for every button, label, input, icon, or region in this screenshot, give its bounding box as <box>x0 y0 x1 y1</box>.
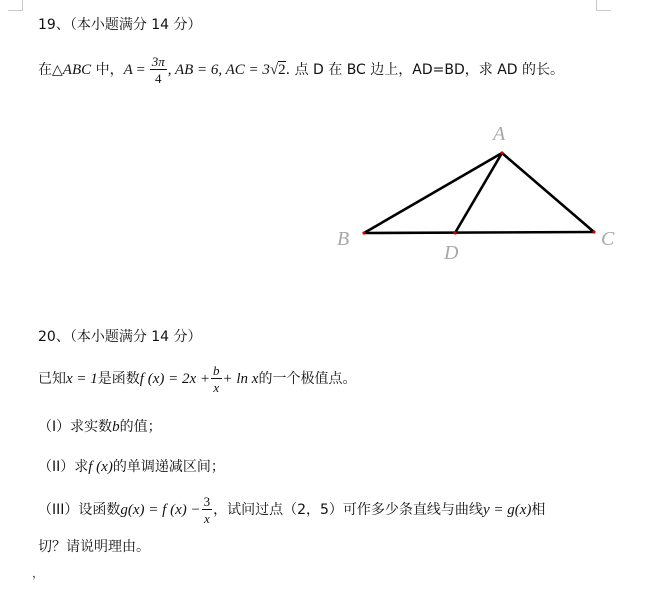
side-bc <box>364 232 594 233</box>
q20-p1-b: b <box>112 419 120 435</box>
q19-statement <box>38 52 564 88</box>
point-d-dot <box>453 231 456 234</box>
top-left-corner-mark <box>8 0 23 11</box>
q19-zhong: 中， <box>91 62 124 78</box>
q19-sqrt-value: 2 <box>278 62 286 78</box>
label-c: C <box>601 228 615 250</box>
q19-side-lengths: , AB = 6, AC = 3 <box>167 62 270 78</box>
point-b-dot <box>362 231 365 234</box>
q19-sqrt-symbol: √ <box>269 62 279 78</box>
label-d: D <box>444 242 459 264</box>
q19-equals: = <box>132 62 149 78</box>
q20-b-numerator: b <box>213 363 220 378</box>
q20-line1-pre: 已知 <box>38 371 66 387</box>
q20-p3-g: g(x) = f (x) − <box>120 502 201 518</box>
label-a: A <box>493 123 506 145</box>
q20-x-denominator: x <box>213 380 220 395</box>
q19-fraction-numerator: 3π <box>151 54 165 69</box>
label-b: B <box>337 228 350 250</box>
q20-p2-post: 的单调递减区间； <box>112 459 225 475</box>
q20-x-denominator-2: x <box>203 511 210 526</box>
q20-part-2 <box>38 456 225 476</box>
side-ab <box>364 153 502 233</box>
q20-p2-pre: （II）求 <box>38 459 89 475</box>
side-ac <box>502 153 594 232</box>
top-right-corner-mark <box>596 0 611 11</box>
point-a-dot <box>500 151 503 154</box>
trailing-mark: ， <box>32 566 45 580</box>
q20-p3-pre: （III）设函数 <box>38 502 121 518</box>
q20-b-over-x <box>211 364 222 394</box>
triangle-figure <box>330 118 630 268</box>
q19-heading: 19、（本小题满分 14 分） <box>38 17 202 33</box>
segment-ad <box>455 153 502 233</box>
q20-line1-post: 的一个极值点。 <box>258 371 357 387</box>
q19-tail: . 点 D 在 BC 边上，AD=BD，求 AD 的长。 <box>285 62 565 78</box>
q20-statement <box>38 360 356 398</box>
q20-function-f: f (x) = 2x + <box>139 371 210 387</box>
q20-part-3 <box>38 490 545 530</box>
q20-p3-y: y = g(x) <box>482 502 532 518</box>
q20-3-over-x <box>202 495 213 525</box>
q20-ln-term: + ln x <box>222 371 259 387</box>
q19-intro: 在△ <box>38 62 63 78</box>
q19-fraction-denominator: 4 <box>154 71 162 86</box>
q20-p3-post: 相 <box>531 502 546 518</box>
q20-3-numerator: 3 <box>203 494 211 509</box>
q19-angle-fraction <box>150 55 167 85</box>
q20-x-equals-1: x = 1 <box>66 371 98 387</box>
q20-heading: 20、（本小题满分 14 分） <box>38 329 202 345</box>
q19-angle-a: A <box>123 62 133 78</box>
q19-triangle-name: ABC <box>62 62 92 78</box>
q20-p3-mid: ，试问过点（2，5）可作多少条直线与曲线 <box>213 502 483 518</box>
q20-part-1 <box>38 416 162 436</box>
point-c-dot <box>592 230 595 233</box>
q20-line1-mid: 是函数 <box>97 371 140 387</box>
q20-p1-post: 的值； <box>119 419 162 435</box>
q20-part-3-line2: 切？请说明理由。 <box>38 539 150 555</box>
q20-p1-pre: （I）求实数 <box>38 419 113 435</box>
q20-p2-f: f (x) <box>88 459 113 475</box>
